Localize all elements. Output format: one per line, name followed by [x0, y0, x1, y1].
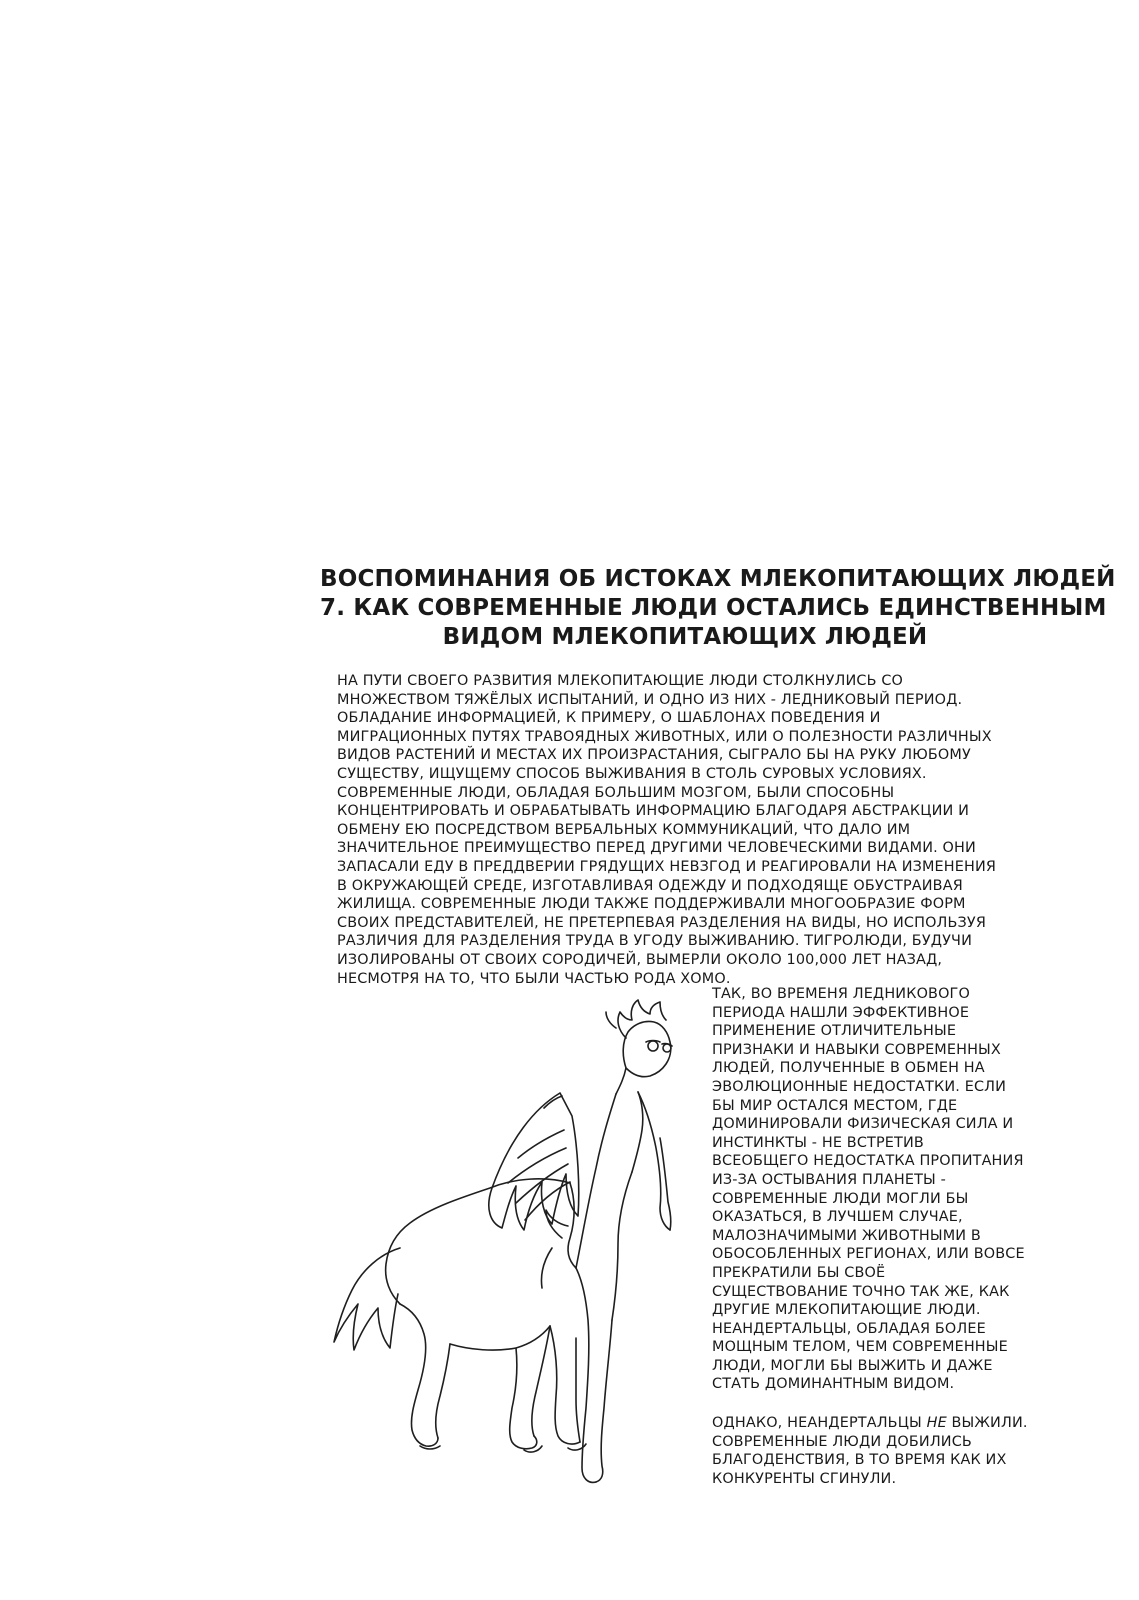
side-line: ПЕРИОДА НАШЛИ ЭФФЕКТИВНОЕ — [712, 1004, 970, 1021]
conclusion-suffix: ВЫЖИЛИ. — [946, 1415, 1028, 1432]
side-line: ОКАЗАТЬСЯ, В ЛУЧШЕМ СЛУЧАЕ, — [712, 1209, 963, 1226]
main-line: МИГРАЦИОННЫХ ПУТЯХ ТРАВОЯДНЫХ ЖИВОТНЫХ, ИЛИ О ПОЛЕЗНОСТИ РАЗЛИЧНЫХ — [337, 728, 992, 745]
conclusion-emphasis: НЕ — [926, 1415, 947, 1432]
main-line: ИЗОЛИРОВАНЫ ОТ СВОИХ СОРОДИЧЕЙ, ВЫМЕРЛИ ОКОЛО 100,000 ЛЕТ НАЗАД, — [337, 951, 943, 968]
centaur-illustration-icon — [320, 998, 700, 1498]
side-line: НЕАНДЕРТАЛЬЦЫ, ОБЛАДАЯ БОЛЕЕ — [712, 1320, 986, 1337]
side-line: ОБОСОБЛЕННЫХ РЕГИОНАХ, ИЛИ ВОВСЕ — [712, 1246, 1025, 1263]
conclusion-line: БЛАГОДЕНСТВИЯ, В ТО ВРЕМЯ КАК ИХ — [712, 1452, 1007, 1469]
side-line: ЛЮДЕЙ, ПОЛУЧЕННЫЕ В ОБМЕН НА — [712, 1060, 985, 1077]
conclusion-prefix: ОДНАКО, НЕАНДЕРТАЛЬЦЫ — [712, 1415, 927, 1432]
side-line: ЛЮДИ, МОГЛИ БЫ ВЫЖИТЬ И ДАЖЕ — [712, 1357, 993, 1374]
title-line-2: 7. КАК СОВРЕМЕННЫЕ ЛЮДИ ОСТАЛИСЬ ЕДИНСТВЕННЫМ — [320, 595, 1107, 621]
side-line: ИНСТИНКТЫ - НЕ ВСТРЕТИВ — [712, 1134, 924, 1151]
side-line: СОВРЕМЕННЫЕ ЛЮДИ МОГЛИ БЫ — [712, 1190, 969, 1207]
page-title — [320, 565, 1116, 652]
main-line: ЗНАЧИТЕЛЬНОЕ ПРЕИМУЩЕСТВО ПЕРЕД ДРУГИМИ ЧЕЛОВЕЧЕСКИМИ ВИДАМИ. ОНИ — [337, 840, 976, 857]
main-line: ОБМЕНУ ЕЮ ПОСРЕДСТВОМ ВЕРБАЛЬНЫХ КОММУНИКАЦИЙ, ЧТО ДАЛО ИМ — [337, 821, 911, 838]
side-line: СТАТЬ ДОМИНАНТНЫМ ВИДОМ. — [712, 1376, 955, 1393]
side-line: ЭВОЛЮЦИОННЫЕ НЕДОСТАТКИ. ЕСЛИ — [712, 1078, 1007, 1095]
main-line: ЗАПАСАЛИ ЕДУ В ПРЕДДВЕРИИ ГРЯДУЩИХ НЕВЗГОД И РЕАГИРОВАЛИ НА ИЗМЕНЕНИЯ — [337, 858, 997, 875]
side-line: ДОМИНИРОВАЛИ ФИЗИЧЕСКАЯ СИЛА И — [712, 1116, 1014, 1133]
main-line: ОБЛАДАНИЕ ИНФОРМАЦИЕЙ, К ПРИМЕРУ, О ШАБЛОНАХ ПОВЕДЕНИЯ И — [337, 710, 881, 727]
side-line: ТАК, ВО ВРЕМЕНЯ ЛЕДНИКОВОГО — [712, 986, 970, 1002]
side-line: ВСЕОБЩЕГО НЕДОСТАТКА ПРОПИТАНИЯ — [712, 1153, 1024, 1170]
title-line-1: ВОСПОМИНАНИЯ ОБ ИСТОКАХ МЛЕКОПИТАЮЩИХ ЛЮДЕЙ — [320, 566, 1116, 592]
title-line-3: ВИДОМ МЛЕКОПИТАЮЩИХ ЛЮДЕЙ — [442, 624, 928, 650]
main-line: НА ПУТИ СВОЕГО РАЗВИТИЯ МЛЕКОПИТАЮЩИЕ ЛЮДИ СТОЛКНУЛИСЬ СО — [337, 673, 904, 689]
paragraph-gap — [712, 1394, 1042, 1414]
main-line: РАЗЛИЧИЯ ДЛЯ РАЗДЕЛЕНИЯ ТРУДА В УГОДУ ВЫЖИВАНИЮ. ТИГРОЛЮДИ, БУДУЧИ — [337, 933, 972, 950]
main-line: СВОИХ ПРЕДСТАВИТЕЛЕЙ, НЕ ПРЕТЕРПЕВАЯ РАЗДЕЛЕНИЯ НА ВИДЫ, НО ИСПОЛЬЗУЯ — [337, 914, 986, 931]
main-line: ЖИЛИЩА. СОВРЕМЕННЫЕ ЛЮДИ ТАКЖЕ ПОДДЕРЖИВАЛИ МНОГООБРАЗИЕ ФОРМ — [337, 896, 966, 913]
conclusion-line: КОНКУРЕНТЫ СГИНУЛИ. — [712, 1470, 897, 1487]
side-line: ПРИМЕНЕНИЕ ОТЛИЧИТЕЛЬНЫЕ — [712, 1023, 957, 1040]
side-line: ИЗ-ЗА ОСТЫВАНИЯ ПЛАНЕТЫ - — [712, 1171, 946, 1188]
main-line: СУЩЕСТВУ, ИЩУЩЕМУ СПОСОБ ВЫЖИВАНИЯ В СТОЛЬ СУРОВЫХ УСЛОВИЯХ. — [337, 765, 927, 782]
side-paragraph — [712, 985, 1042, 1488]
side-line: ДРУГИЕ МЛЕКОПИТАЮЩИЕ ЛЮДИ. — [712, 1302, 981, 1319]
main-line: МНОЖЕСТВОМ ТЯЖЁЛЫХ ИСПЫТАНИЙ, И ОДНО ИЗ НИХ - ЛЕДНИКОВЫЙ ПЕРИОД. — [337, 691, 963, 708]
main-line: НЕСМОТРЯ НА ТО, ЧТО БЫЛИ ЧАСТЬЮ РОДА ХОМО. — [337, 970, 731, 987]
main-line: ВИДОВ РАСТЕНИЙ И МЕСТАХ ИХ ПРОИЗРАСТАНИЯ, СЫГРАЛО БЫ НА РУКУ ЛЮБОМУ — [337, 747, 971, 764]
main-line: В ОКРУЖАЮЩЕЙ СРЕДЕ, ИЗГОТАВЛИВАЯ ОДЕЖДУ И ПОДХОДЯЩЕ ОБУСТРАИВАЯ — [337, 877, 963, 894]
side-line: БЫ МИР ОСТАЛСЯ МЕСТОМ, ГДЕ — [712, 1097, 958, 1114]
conclusion-line: СОВРЕМЕННЫЕ ЛЮДИ ДОБИЛИСЬ — [712, 1433, 972, 1450]
side-line: СУЩЕСТВОВАНИЕ ТОЧНО ТАК ЖЕ, КАК — [712, 1283, 1010, 1300]
main-line: СОВРЕМЕННЫЕ ЛЮДИ, ОБЛАДАЯ БОЛЬШИМ МОЗГОМ, БЫЛИ СПОСОБНЫ — [337, 784, 895, 801]
main-paragraph — [337, 672, 1037, 988]
side-line: ПРЕКРАТИЛИ БЫ СВОЁ — [712, 1264, 886, 1281]
conclusion-line — [712, 1414, 1042, 1433]
side-line: МАЛОЗНАЧИМЫМИ ЖИВОТНЫМИ В — [712, 1227, 981, 1244]
main-line: КОНЦЕНТРИРОВАТЬ И ОБРАБАТЫВАТЬ ИНФОРМАЦИЮ БЛАГОДАРЯ АБСТРАКЦИИ И — [337, 803, 970, 820]
side-line: МОЩНЫМ ТЕЛОМ, ЧЕМ СОВРЕМЕННЫЕ — [712, 1339, 1008, 1356]
side-line: ПРИЗНАКИ И НАВЫКИ СОВРЕМЕННЫХ — [712, 1041, 1001, 1058]
